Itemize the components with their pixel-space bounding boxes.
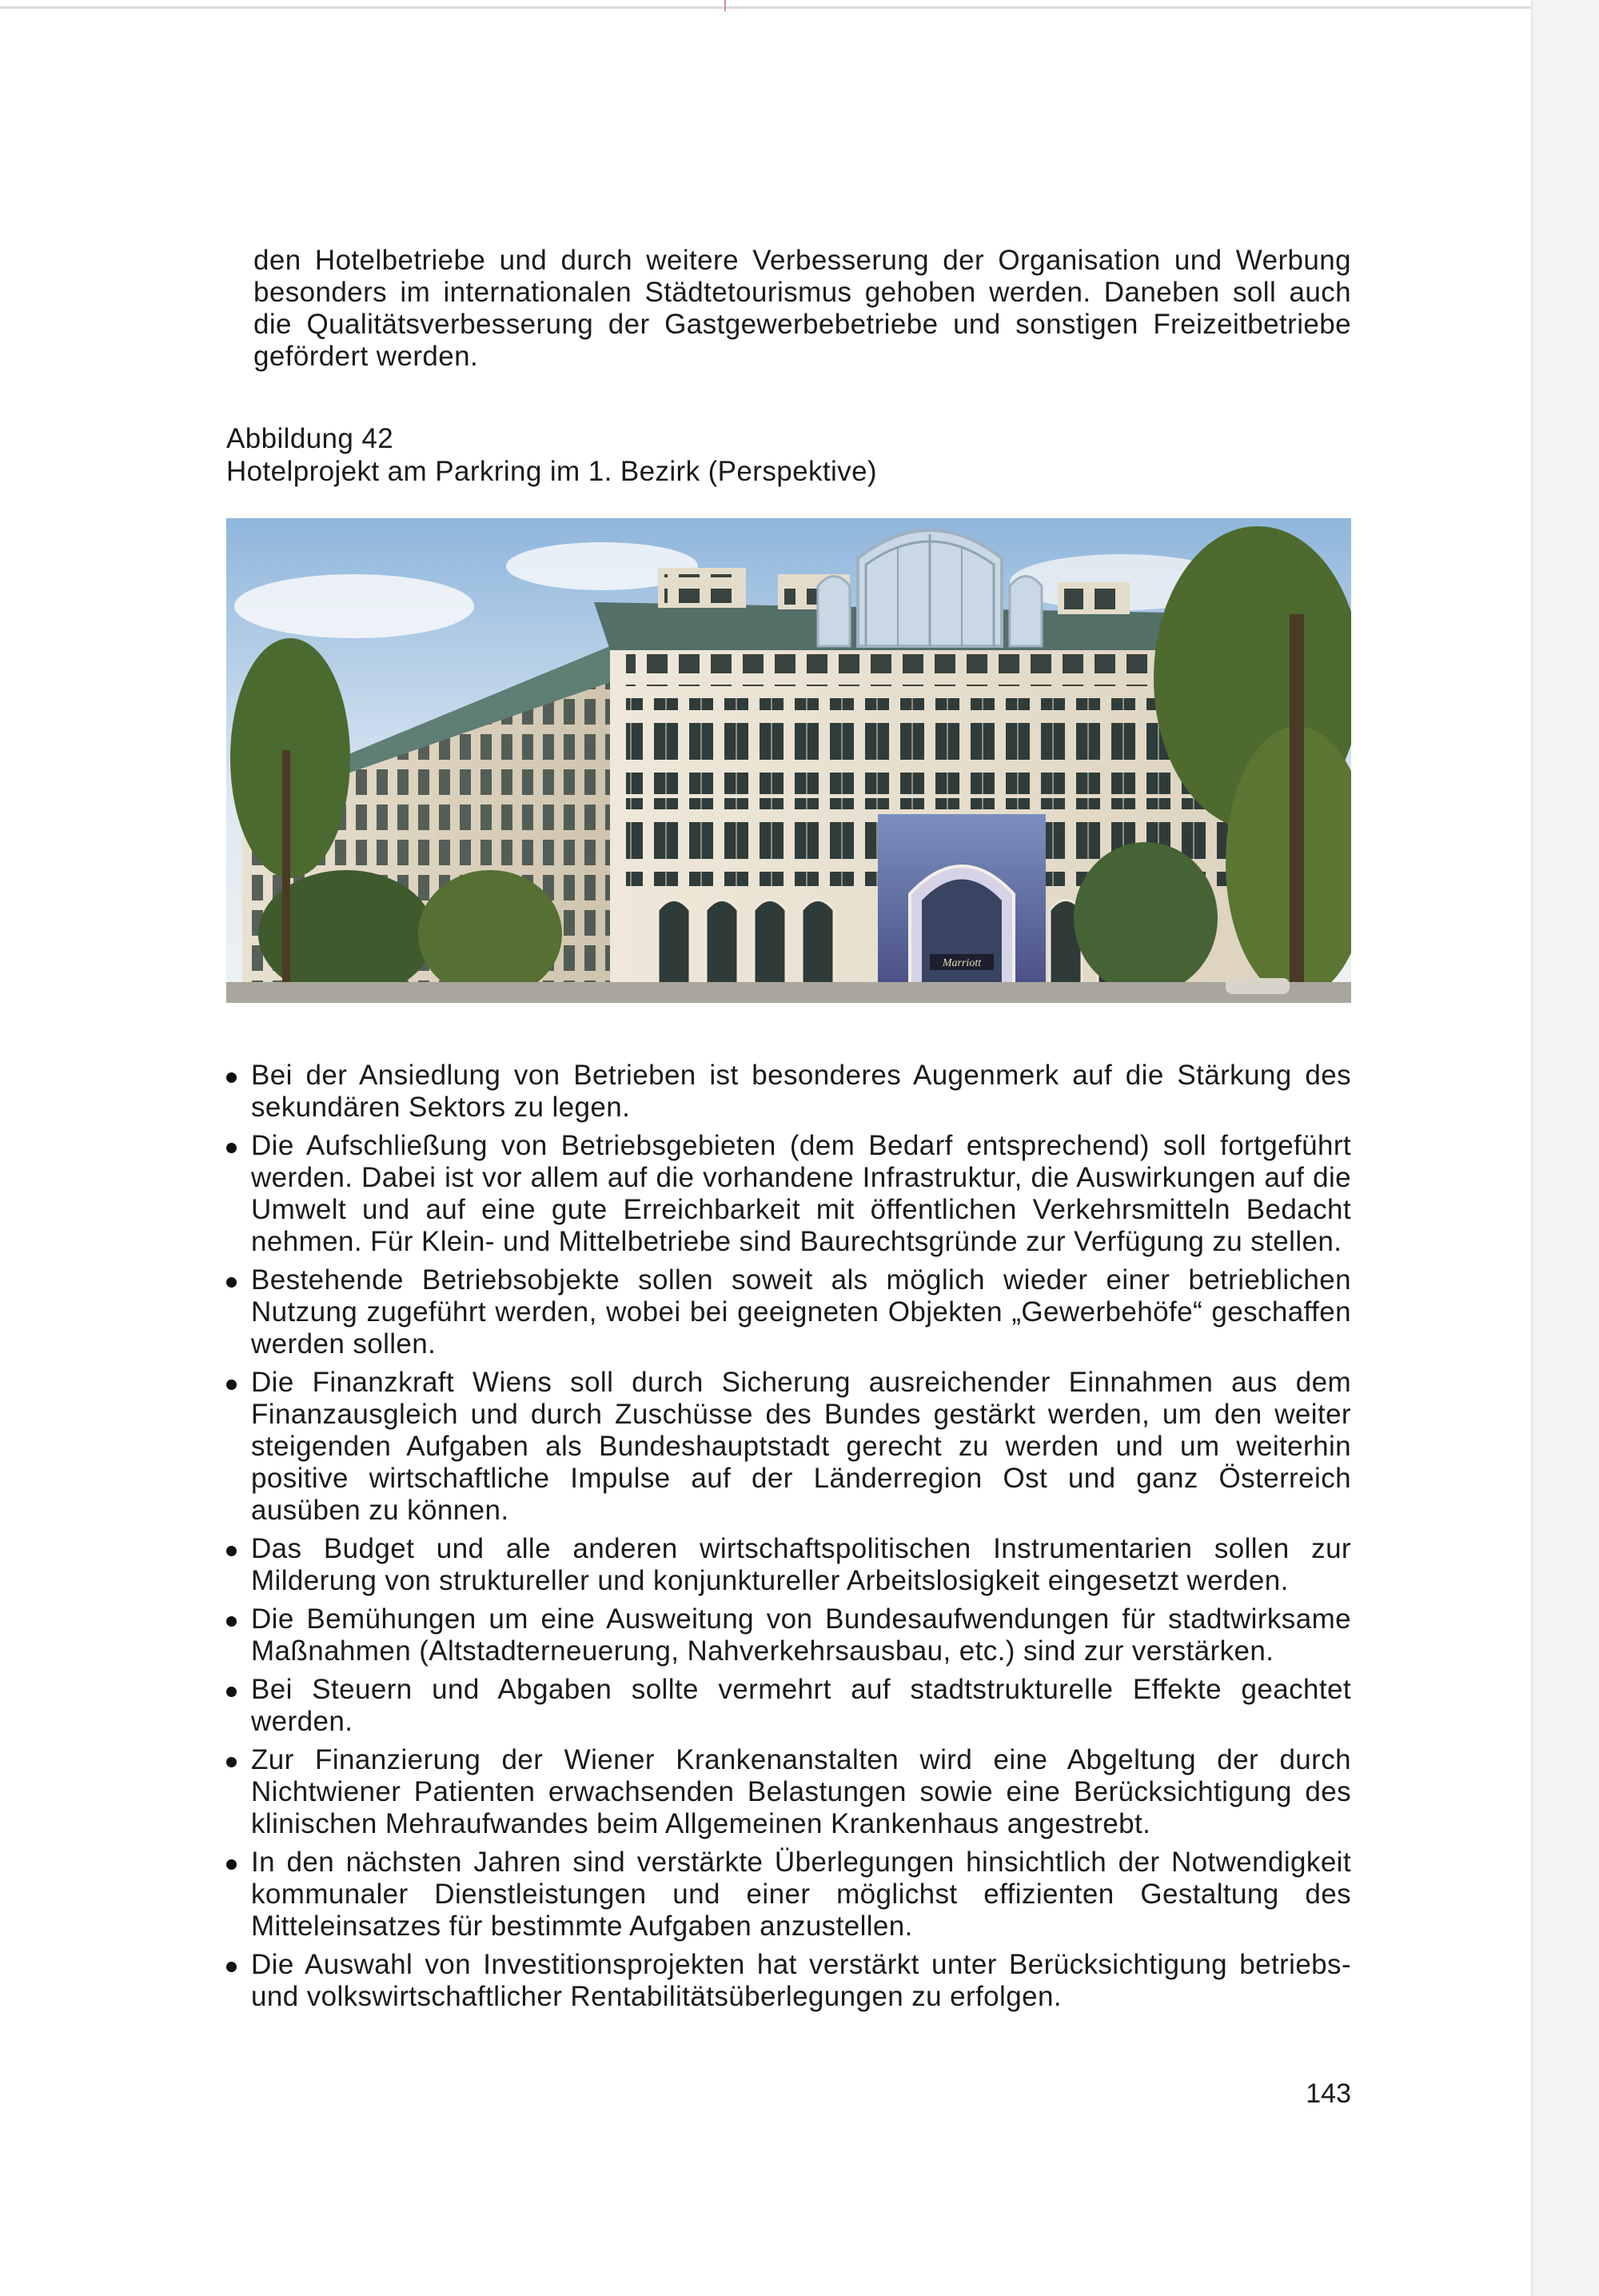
bullet-dot: [226, 1143, 237, 1153]
bullet-dot: [226, 1380, 237, 1390]
figure-caption: [226, 422, 1266, 488]
bullet-dot: [226, 1757, 237, 1767]
list-item: [226, 1847, 1351, 1943]
bullet-list: [226, 1060, 1351, 2019]
list-item: [226, 1674, 1351, 1738]
bullet-dot: [226, 1616, 237, 1627]
page-top-edge: [0, 6, 1531, 9]
list-item-text: Die Bemühungen um eine Ausweitung von Bundesaufwendungen für stadtwirksame Maßnahmen (Altstadterneuerung, Nahverkehrsausbau, etc.) sind zur verstärken.: [251, 1603, 1351, 1667]
list-item-text: In den nächsten Jahren sind verstärkte Überlegungen hinsichtlich der Notwendigkeit kommunaler Dienstleistungen und einer möglichst effizienten Gestaltung des Mitteleinsatzes für bestimmte Aufgaben anzustellen.: [251, 1847, 1351, 1942]
list-item-text: Bei der Ansiedlung von Betrieben ist besonderes Augenmerk auf die Stärkung des sekundären Sektors zu legen.: [251, 1060, 1351, 1123]
intro-paragraph: den Hotelbetriebe und durch weitere Verbesserung der Organisation und Werbung besonders im internationalen Städtetourismus gehoben werden. Daneben soll auch die Qualitätsverbesserung der Gastgewerbebetriebe und sonstigen Freizeitbetriebe gefördert werden.: [253, 245, 1351, 372]
bullet-dot: [226, 1859, 237, 1870]
crop-mark: [724, 0, 726, 11]
list-item: [226, 1533, 1351, 1597]
figure-title: Hotelprojekt am Parkring im 1. Bezirk (Perspektive): [226, 456, 877, 487]
list-item: [226, 1367, 1351, 1527]
bullet-dot: [226, 1546, 237, 1556]
list-item: [226, 1130, 1351, 1258]
list-item: [226, 1264, 1351, 1360]
entrance-sign: Marriott: [942, 957, 982, 969]
bullet-dot: [226, 1687, 237, 1697]
bullet-dot: [226, 1962, 237, 1972]
page-number: 143: [1306, 2078, 1351, 2109]
list-item: [226, 1603, 1351, 1667]
list-item: [226, 1949, 1351, 2013]
list-item-text: Bestehende Betriebsobjekte sollen soweit als möglich wieder einer betrieblichen Nutzung zugeführt werden, wobei bei geeigneten Objekten „Gewerbehöfe“ geschaffen werden sollen.: [251, 1264, 1351, 1360]
list-item-text: Zur Finanzierung der Wiener Krankenanstalten wird eine Abgeltung der durch Nichtwiener Patienten erwachsenden Belastungen sowie eine Berücksichtigung des klinischen Mehraufwandes beim Allgemeinen Krankenhaus angestrebt.: [251, 1744, 1351, 1839]
bullet-dot: [226, 1277, 237, 1288]
list-item: [226, 1744, 1351, 1840]
bullet-dot: [226, 1072, 237, 1083]
figure-label: Abbildung 42: [226, 423, 394, 454]
hotel-perspective-illustration: [226, 518, 1351, 1003]
list-item-text: Die Auswahl von Investitionsprojekten hat verstärkt unter Berücksichtigung betriebs- und volkswirtschaftlicher Rentabilitätsüberlegungen zu erfolgen.: [251, 1949, 1351, 2012]
list-item-text: Die Finanzkraft Wiens soll durch Sicherung ausreichender Einnahmen aus dem Finanzausgleich und durch Zuschüsse des Bundes gestärkt werden, um den weiter steigenden Aufgaben als Bundeshauptstadt gerecht zu werden und um weiterhin positive wirtschaftliche Impulse auf der Länderregion Ost und ganz Österreich ausüben zu können.: [251, 1367, 1351, 1526]
list-item-text: Die Aufschließung von Betriebsgebieten (dem Bedarf entsprechend) soll fortgeführt werden. Dabei ist vor allem auf die vorhandene Infrastruktur, die Auswirkungen auf die Umwelt und auf eine gute Erreichbarkeit mit öffentlichen Verkehrsmitteln Bedacht nehmen. Für Klein- und Mittelbetriebe sind Baurechtsgründe zur Verfügung zu stellen.: [251, 1130, 1351, 1257]
list-item-text: Das Budget und alle anderen wirtschaftspolitischen Instrumentarien sollen zur Milderung von struktureller und konjunktureller Arbeitslosigkeit eingesetzt werden.: [251, 1533, 1351, 1596]
list-item: [226, 1060, 1351, 1124]
list-item-text: Bei Steuern und Abgaben sollte vermehrt auf stadtstrukturelle Effekte geachtet werden.: [251, 1674, 1351, 1737]
